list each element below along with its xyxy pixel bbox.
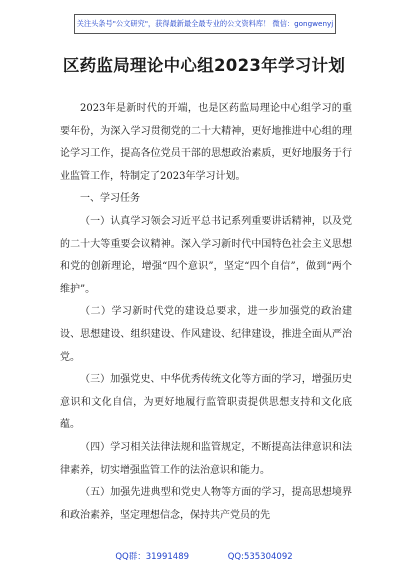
header-banner: 关注头条号"公文研究"，获得最新最全最专业的公文资料库！ 微信：gongwenyj — [74, 14, 336, 34]
footer-qq: QQ:535304092 — [227, 552, 293, 562]
paragraph-item-2: （二）学习新时代党的建设总要求，进一步加强党的政治建设、思想建设、组织建设、作风建设、纪律建设，推进全面从严治党。 — [60, 306, 352, 363]
section-heading: 一、学习任务 — [80, 193, 140, 205]
footer-contact — [0, 550, 408, 562]
document-title: 区药监局理论中心组2023年学习计划 — [62, 56, 346, 75]
paragraph-item-3: （三）加强党史、中华优秀传统文化等方面的学习，增强历史意识和文化自信，为更好地履行监管职责提供思想支持和文化底蕴。 — [60, 374, 352, 431]
paragraph-intro: 2023年是新时代的开端，也是区药监局理论中心组学习的重要年份，为深入学习贯彻党的二十大精神，更好地推进中心组的理论学习工作，提高各位党员干部的思想政治素质，更好地服务于行业监管工作，特制定了2023年学习计划。 — [60, 103, 352, 182]
document-body — [60, 98, 352, 527]
paragraph-item-4: （四）学习相关法律法规和监管规定，不断提高法律意识和法律素养，切实增强监管工作的法治意识和能力。 — [60, 441, 352, 476]
paragraph-item-5: （五）加强先进典型和党史人物等方面的学习，提高思想境界和政治素养，坚定理想信念，保持共产党员的先 — [60, 487, 352, 521]
paragraph-item-1: （一）认真学习领会习近平总书记系列重要讲话精神，以及党的二十大等重要会议精神。深入学习新时代中国特色社会主义思想和党的创新理论，增强“四个意识”，坚定“四个自信”，做到“两个维护”。 — [60, 215, 352, 295]
footer-qq-group: QQ群：31991489 — [115, 552, 190, 562]
